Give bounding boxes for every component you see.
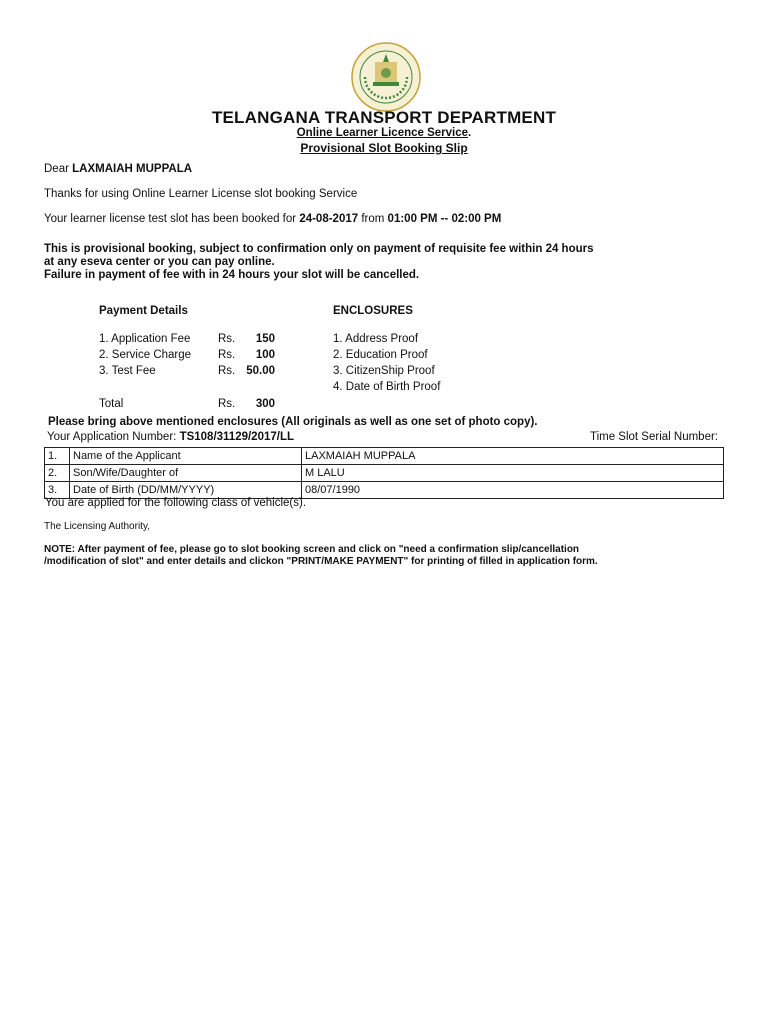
table-row [45, 465, 724, 482]
enclosure-item: 2. Education Proof [333, 349, 428, 361]
greeting [44, 163, 192, 175]
final-note-line-2: /modification of slot" and enter details and clickon "PRINT/MAKE PAYMENT" for printing of filled in application form. [44, 556, 598, 567]
licensing-authority: The Licensing Authority, [44, 521, 150, 532]
time-slot-serial-label: Time Slot Serial Number: [589, 431, 718, 443]
row-field: Name of the Applicant [70, 448, 302, 465]
service-subtitle [0, 127, 768, 139]
payment-item-currency: Rs. [218, 365, 236, 377]
application-number-label: Your Application Number: [47, 431, 177, 443]
enclosures-heading: ENCLOSURES [333, 305, 413, 317]
row-value: 08/07/1990 [302, 482, 724, 499]
payment-item-label: 1. Application Fee [99, 333, 191, 345]
table-row [45, 448, 724, 465]
row-value: M LALU [302, 465, 724, 482]
vehicle-class-note: You are applied for the following class of vehicle(s). [45, 497, 307, 509]
slip-title: Provisional Slot Booking Slip [300, 141, 468, 155]
row-value: LAXMAIAH MUPPALA [302, 448, 724, 465]
service-suffix: . [468, 127, 472, 139]
applicant-name: LAXMAIAH MUPPALA [72, 163, 193, 175]
payment-heading: Payment Details [99, 305, 188, 317]
payment-total-label: Total [99, 398, 124, 410]
enclosure-item: 4. Date of Birth Proof [333, 381, 441, 393]
payment-item-amount: 150 [255, 333, 275, 345]
booking-date: 24-08-2017 [299, 213, 359, 225]
thanks-text: Thanks for using Online Learner License slot booking Service [44, 188, 358, 200]
final-note-line-1: NOTE: After payment of fee, please go to slot booking screen and click on "need a confirmation slip/cancellation [44, 544, 580, 555]
booking-text-1: Your learner license test slot has been booked for [44, 213, 297, 225]
booking-text-2: from [361, 213, 385, 225]
row-number: 2. [45, 465, 70, 482]
row-field: Date of Birth (DD/MM/YYYY) [70, 482, 302, 499]
table-row [45, 482, 724, 499]
payment-item-amount: 100 [255, 349, 275, 361]
payment-total-currency: Rs. [218, 398, 236, 410]
payment-total-amount: 300 [255, 398, 275, 410]
department-title: TELANGANA TRANSPORT DEPARTMENT [211, 108, 557, 127]
row-field: Son/Wife/Daughter of [70, 465, 302, 482]
application-number-value: TS108/31129/2017/LL [179, 431, 295, 443]
applicant-details-table [44, 447, 724, 499]
payment-item-amount: 50.00 [246, 365, 275, 377]
application-number [47, 431, 294, 443]
row-number: 1. [45, 448, 70, 465]
row-number: 3. [45, 482, 70, 499]
payment-item-currency: Rs. [218, 349, 236, 361]
booking-time: 01:00 PM -- 02:00 PM [387, 213, 502, 225]
provisional-note-line-2: at any eseva center or you can pay online. [44, 256, 275, 268]
enclosure-item: 3. CitizenShip Proof [333, 365, 435, 377]
bring-enclosures-note: Please bring above mentioned enclosures (All originals as well as one set of photo copy). [48, 416, 538, 428]
provisional-note-line-3: Failure in payment of fee with in 24 hours your slot will be cancelled. [44, 269, 420, 281]
enclosure-item: 1. Address Proof [333, 333, 419, 345]
payment-item-currency: Rs. [218, 333, 236, 345]
service-name: Online Learner Licence Service [296, 127, 469, 139]
payment-item-label: 2. Service Charge [99, 349, 192, 361]
payment-item-label: 3. Test Fee [99, 365, 156, 377]
provisional-note-line-1: This is provisional booking, subject to confirmation only on payment of requisite fee within 24 hours [44, 243, 594, 255]
government-seal-logo [351, 42, 421, 112]
greeting-prefix: Dear [44, 163, 69, 175]
booking-text [44, 213, 501, 225]
